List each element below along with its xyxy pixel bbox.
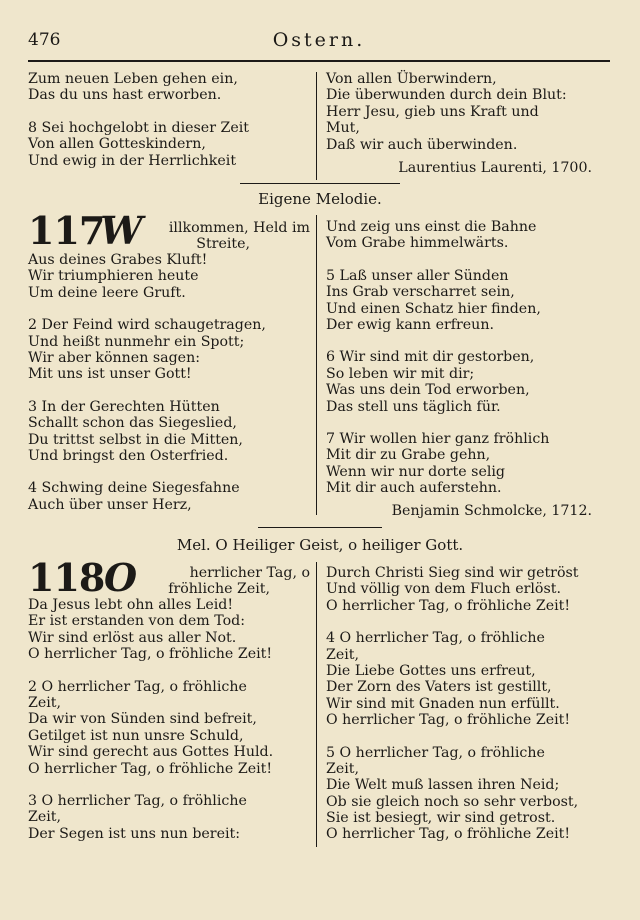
verse-line: Der Segen ist uns nun bereit: (28, 825, 240, 842)
hymn118-first-line: herrlicher Tag, o (189, 565, 310, 581)
verse-line: Zeit, (28, 694, 62, 711)
hymn117-left-column (28, 252, 316, 513)
verse-line: Die Welt muß lassen ihren Neid; (326, 777, 560, 794)
verse-line: Der Zorn des Vaters ist gestillt, (326, 679, 552, 696)
stanza-gap (28, 464, 316, 480)
verse-line: Und bringst den Osterfried. (28, 447, 229, 464)
hymn117-first-line-cont: Streite, (196, 236, 250, 252)
hymn118-dropcap: O (104, 555, 138, 600)
verse-line: Zeit, (28, 809, 62, 826)
verse-line: Wenn wir nur dorte selig (326, 463, 505, 480)
hymn117-right-column (326, 219, 608, 496)
verse-line: Zeit, (326, 646, 360, 663)
verse-line: Von allen Gotteskindern, (28, 136, 206, 153)
verse-line: Und einen Schatz hier finden, (326, 300, 541, 317)
verse-line: O herrlicher Tag, o fröhliche Zeit! (28, 646, 273, 663)
section-rule (240, 183, 400, 184)
verse-line: Du trittst selbst in die Mitten, (28, 431, 243, 448)
verse-line: Und ewig in der Herrlichkeit (28, 152, 237, 169)
stanza-gap (326, 729, 610, 745)
verse-line: Der ewig kann erfreun. (326, 316, 494, 333)
hymn117-first-line: illkommen, Held im (168, 220, 310, 236)
stanza-gap (326, 614, 610, 630)
verse-line: Durch Christi Sieg sind wir getröst (326, 565, 579, 581)
hymn117-dropcap: W (100, 208, 143, 253)
verse-line: Was uns dein Tod erworben, (326, 382, 530, 399)
column-divider (316, 562, 317, 847)
verse-line: O herrlicher Tag, o fröhliche Zeit! (326, 712, 571, 729)
verse-line: O herrlicher Tag, o fröhliche Zeit! (28, 760, 273, 777)
verse-line: Da Jesus lebt ohn alles Leid! (28, 597, 234, 613)
page-number: 476 (28, 30, 61, 50)
column-divider (316, 72, 317, 180)
stanza-gap (326, 333, 608, 349)
section-title: Ostern. (272, 29, 366, 51)
verse-line: Da wir von Sünden sind befreit, (28, 711, 257, 728)
verse-line: Daß wir auch überwinden. (326, 136, 518, 153)
verse-line: Wir sind mit Gnaden nun erfüllt. (326, 695, 560, 712)
verse-line: Vom Grabe himmelwärts. (326, 235, 509, 252)
hymn117-author: Benjamin Schmolcke, 1712. (391, 503, 592, 519)
verse-line: Er ist erstanden von dem Tod: (28, 613, 245, 630)
verse-line: 5 Laß unser aller Sünden (326, 267, 509, 284)
stanza-gap (326, 252, 608, 268)
verse-line: O herrlicher Tag, o fröhliche Zeit! (326, 597, 571, 614)
verse-line: Wir aber können sagen: (28, 349, 200, 366)
verse-line: 7 Wir wollen hier ganz fröhlich (326, 430, 550, 447)
stanza-gap (326, 415, 608, 431)
verse-line: 2 Der Feind wird schaugetragen, (28, 317, 266, 334)
section-rule (258, 527, 382, 528)
hymn118-right-column (326, 565, 610, 843)
verse-line: O herrlicher Tag, o fröhliche Zeit! (326, 826, 571, 843)
verse-line: Die überwunden durch dein Blut: (326, 87, 567, 104)
verse-line: Getilget ist nun unsre Schuld, (28, 727, 244, 744)
verse-line: Mit uns ist unser Gott! (28, 366, 192, 383)
hymn117-number: 117 (28, 208, 105, 253)
verse-line: Mit dir auch auferstehn. (326, 480, 502, 497)
verse-line: 4 Schwing deine Siegesfahne (28, 480, 240, 497)
hymn117-melody: Eigene Melodie. (258, 190, 382, 208)
verse-line: 8 Sei hochgelobt in dieser Zeit (28, 119, 249, 136)
stanza-gap (28, 777, 316, 793)
verse-line: Wir triumphieren heute (28, 268, 199, 285)
verse-line: Von allen Überwindern, (326, 71, 497, 87)
prev-hymn-left-column (28, 71, 318, 169)
verse-line: Und völlig von dem Fluch erlöst. (326, 581, 561, 598)
verse-line: 6 Wir sind mit dir gestorben, (326, 349, 535, 366)
verse-line: Das du uns hast erworben. (28, 87, 222, 104)
page-header (28, 30, 610, 58)
hymn118-melody: Mel. O Heiliger Geist, o heiliger Gott. (176, 536, 464, 554)
hymn118-number: 118 (28, 555, 105, 600)
verse-line: Herr Jesu, gieb uns Kraft und (326, 103, 539, 120)
verse-line: Wir sind erlöst aus aller Not. (28, 629, 237, 646)
verse-line: Ins Grab verscharret sein, (326, 284, 515, 301)
verse-line: Das stell uns täglich für. (326, 398, 501, 415)
verse-line: Und heißt nunmehr ein Spott; (28, 333, 245, 350)
verse-line: Wir sind gerecht aus Gottes Huld. (28, 744, 274, 761)
stanza-gap (28, 104, 318, 120)
verse-line: Aus deines Grabes Kluft! (28, 252, 208, 268)
verse-line: 3 O herrlicher Tag, o fröhliche (28, 792, 247, 809)
verse-line: Die Liebe Gottes uns erfreut, (326, 662, 536, 679)
stanza-gap (28, 663, 316, 679)
verse-line: 4 O herrlicher Tag, o fröhliche (326, 630, 545, 647)
stanza-gap (28, 301, 316, 317)
verse-line: Und zeig uns einst die Bahne (326, 219, 537, 235)
verse-line: Mit dir zu Grabe gehn, (326, 447, 491, 464)
verse-line: Zeit, (326, 760, 360, 777)
verse-line: 5 O herrlicher Tag, o fröhliche (326, 744, 545, 761)
verse-line: 2 O herrlicher Tag, o fröhliche (28, 678, 247, 695)
verse-line: Mut, (326, 120, 360, 137)
verse-line: Sie ist besiegt, wir sind getrost. (326, 810, 556, 827)
verse-line: Schallt schon das Siegeslied, (28, 415, 237, 432)
verse-line: So leben wir mit dir; (326, 365, 475, 382)
header-rule (28, 60, 610, 62)
stanza-gap (28, 383, 316, 399)
prev-hymn-author: Laurentius Laurenti, 1700. (398, 160, 592, 176)
column-divider (316, 215, 317, 515)
verse-line: Um deine leere Gruft. (28, 284, 186, 301)
prev-hymn-right-column (326, 71, 608, 153)
hymn118-first-line-cont: fröhliche Zeit, (168, 581, 270, 597)
verse-line: 3 In der Gerechten Hütten (28, 398, 220, 415)
verse-line: Auch über unser Herz, (28, 496, 192, 513)
hymn118-left-column (28, 597, 316, 842)
verse-line: Ob sie gleich noch so sehr verbost, (326, 793, 579, 810)
verse-line: Zum neuen Leben gehen ein, (28, 71, 238, 87)
